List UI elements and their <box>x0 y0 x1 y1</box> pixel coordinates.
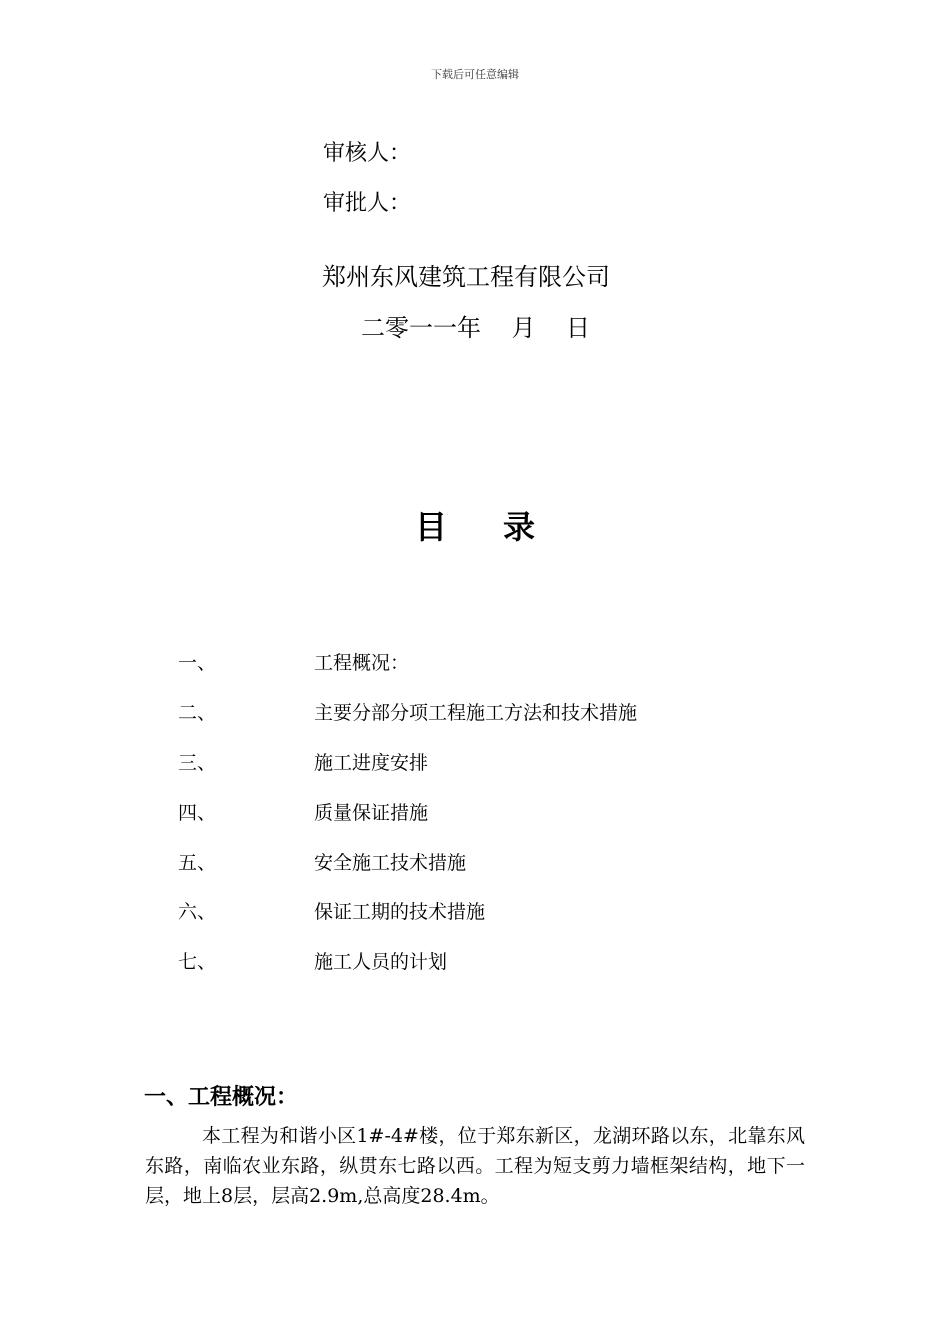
toc-item-number: 七、 <box>178 951 217 973</box>
toc-item-text[interactable]: 施工进度安排 <box>314 752 429 774</box>
toc-item-number: 六、 <box>178 901 217 923</box>
header-note: 下载后可任意编辑 <box>431 68 519 81</box>
reviewer-label: 审核人： <box>323 141 412 166</box>
approver-label: 审批人： <box>323 191 412 216</box>
toc-item-number: 三、 <box>178 752 217 774</box>
document-date: 二零一一年 月 日 <box>361 314 591 342</box>
toc-item-number: 五、 <box>178 852 217 874</box>
toc-item-text[interactable]: 保证工期的技术措施 <box>314 901 486 923</box>
toc-item-number: 二、 <box>178 702 217 724</box>
toc-item-text[interactable]: 主要分部分项工程施工方法和技术措施 <box>314 702 638 724</box>
section-body-paragraph: 本工程为和谐小区1#-4#楼，位于郑东新区，龙湖环路以东，北靠东风东路，南临农业东路，纵贯东七路以西。工程为短支剪力墙框架结构，地下一层，地上8层，层高2.9m,总高度28.4m。 <box>145 1125 805 1207</box>
toc-title <box>0 502 950 548</box>
section-heading: 一、工程概况： <box>144 1085 299 1110</box>
toc-item-number: 一、 <box>178 652 217 674</box>
toc-item-text[interactable]: 工程概况： <box>314 652 410 674</box>
toc-item-text[interactable]: 质量保证措施 <box>314 802 429 824</box>
toc-item-text[interactable]: 施工人员的计划 <box>314 951 448 973</box>
toc-title-char-2: 录 <box>503 508 536 546</box>
toc-item-text[interactable]: 安全施工技术措施 <box>314 852 467 874</box>
toc-item-number: 四、 <box>178 802 217 824</box>
company-name: 郑州东风建筑工程有限公司 <box>322 263 610 291</box>
toc-title-char-1: 目 <box>414 508 447 546</box>
